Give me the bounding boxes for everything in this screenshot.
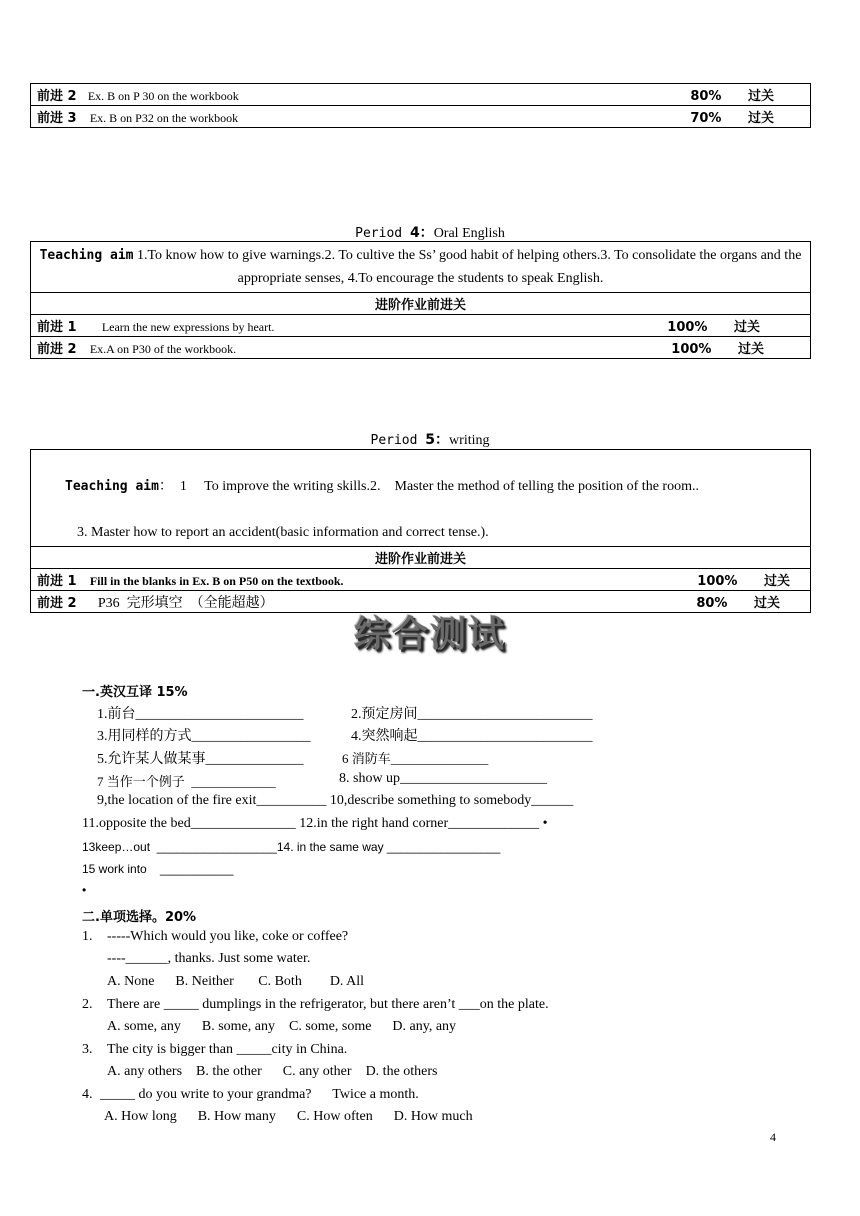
list-item: 6 消防车_______________ [342,751,489,766]
header-row [31,293,811,315]
list-item: 5.允许某人做某事______________ [97,752,304,767]
row-status: 过关 [747,89,774,104]
list-item: 4.突然响起_________________________ [351,729,593,744]
table-row [31,315,811,337]
period-prefix: Period [355,226,410,241]
list-item: 2.预定房间_________________________ [351,707,593,722]
question-number: 2. [82,997,93,1012]
row-status: 过关 [747,111,774,126]
question-options: A. any others B. the other C. any other D. the others [107,1064,438,1079]
list-item: 11.opposite the bed_______________ 12.in the right hand corner_____________ • [82,816,548,831]
aim-text-2: 3. Master how to report an accident(basic information and correct tense.). [77,525,489,540]
row-label: 前进 1 [37,574,77,589]
row-task: P36 完形填空 （全能超越） [97,595,274,611]
row-percent: 80% [690,89,722,104]
list-item: 9,the location of the fire exit__________ 10,describe something to somebody______ [97,793,574,808]
question-options: A. None B. Neither C. Both D. All [107,974,365,989]
page-number: 4 [770,1130,776,1144]
list-item: 1.前台________________________ [97,707,304,722]
section2-heading: 二.单项选择。20% [82,910,197,925]
section1-heading: 一.英汉互译 15% [82,685,188,700]
period4-title [0,222,860,242]
period-prefix: Period [370,433,426,448]
row-task: Fill in the blanks in Ex. B on P50 on the textbook. [89,574,344,588]
table-row [31,569,811,591]
test-title: 综合测试 [353,614,506,655]
question-stem: -----Which would you like, coke or coffee? [107,929,349,944]
row-status: 过关 [763,574,790,589]
header-row [31,547,811,569]
aim-text: ： 1 To improve the writing skills.2. Master the method of telling the position of the room.. [158,479,699,494]
aim-text: 1.To know how to give warnings.2. To cultive the Ss’ good habit of helping others.3. To consolidate the organs and the appropriate senses, 4.To encourage the students to speak English. [136,248,802,286]
row-task: Learn the new expressions by heart. [101,320,275,334]
list-item: 8. show up_____________________ [339,771,548,786]
row-percent: 100% [667,320,708,335]
question-number: 3. [82,1042,93,1057]
row-percent: 70% [690,111,722,126]
question-stem: There are _____ dumplings in the refrigerator, but there aren’t ___on the plate. [107,997,549,1012]
table-row [31,84,811,106]
row-label: 前进 2 [37,342,77,357]
row-percent: 80% [696,595,728,611]
table-row [31,106,811,128]
row-status: 过关 [733,320,760,335]
question-options: A. How long B. How many C. How often D. How much [104,1109,473,1124]
table-header: 进阶作业前进关 [31,547,811,569]
row-task: Ex. B on P32 on the workbook [89,111,239,125]
row-status: 过关 [753,595,780,611]
period-number: 4： [409,225,434,241]
period4-table [30,241,811,359]
list-item: 7 当作一个例子 _____________ [97,774,276,789]
aim-row [31,242,811,293]
question-stem: The city is bigger than _____city in China. [107,1042,348,1057]
period-number: 5： [425,432,450,448]
row-percent: 100% [697,574,738,589]
question-stem-2: ----______, thanks. Just some water. [107,951,311,966]
top-table [30,83,811,128]
row-label: 前进 1 [37,320,77,335]
period-name: writing [449,433,490,448]
period5-title [0,429,860,449]
list-item: • [82,883,87,897]
row-task: Ex.A on P30 of the workbook. [89,342,237,356]
table-row [31,337,811,359]
period-name: Oral English [433,226,505,241]
row-task: Ex. B on P 30 on the workbook [87,89,239,103]
period5-table [30,449,811,613]
row-label: 前进 2 [37,89,77,104]
list-item: 3.用同样的方式_________________ [97,729,311,744]
aim-label: Teaching aim [39,248,134,263]
row-percent: 100% [671,342,712,357]
aim-row [31,450,811,547]
question-options: A. some, any B. some, any C. some, some D. any, any [107,1019,457,1034]
question-stem: _____ do you write to your grandma? Twice a month. [100,1087,419,1102]
row-label: 前进 3 [37,111,77,126]
list-item: 13keep…out __________________14. in the same way _________________ [82,840,501,854]
table-header: 进阶作业前进关 [31,293,811,315]
row-status: 过关 [737,342,764,357]
question-number: 1. [82,929,93,944]
row-label: 前进 2 [37,595,77,611]
question-number: 4. [82,1087,93,1102]
aim-label: Teaching aim [65,479,159,494]
list-item: 15 work into ___________ [82,862,234,876]
